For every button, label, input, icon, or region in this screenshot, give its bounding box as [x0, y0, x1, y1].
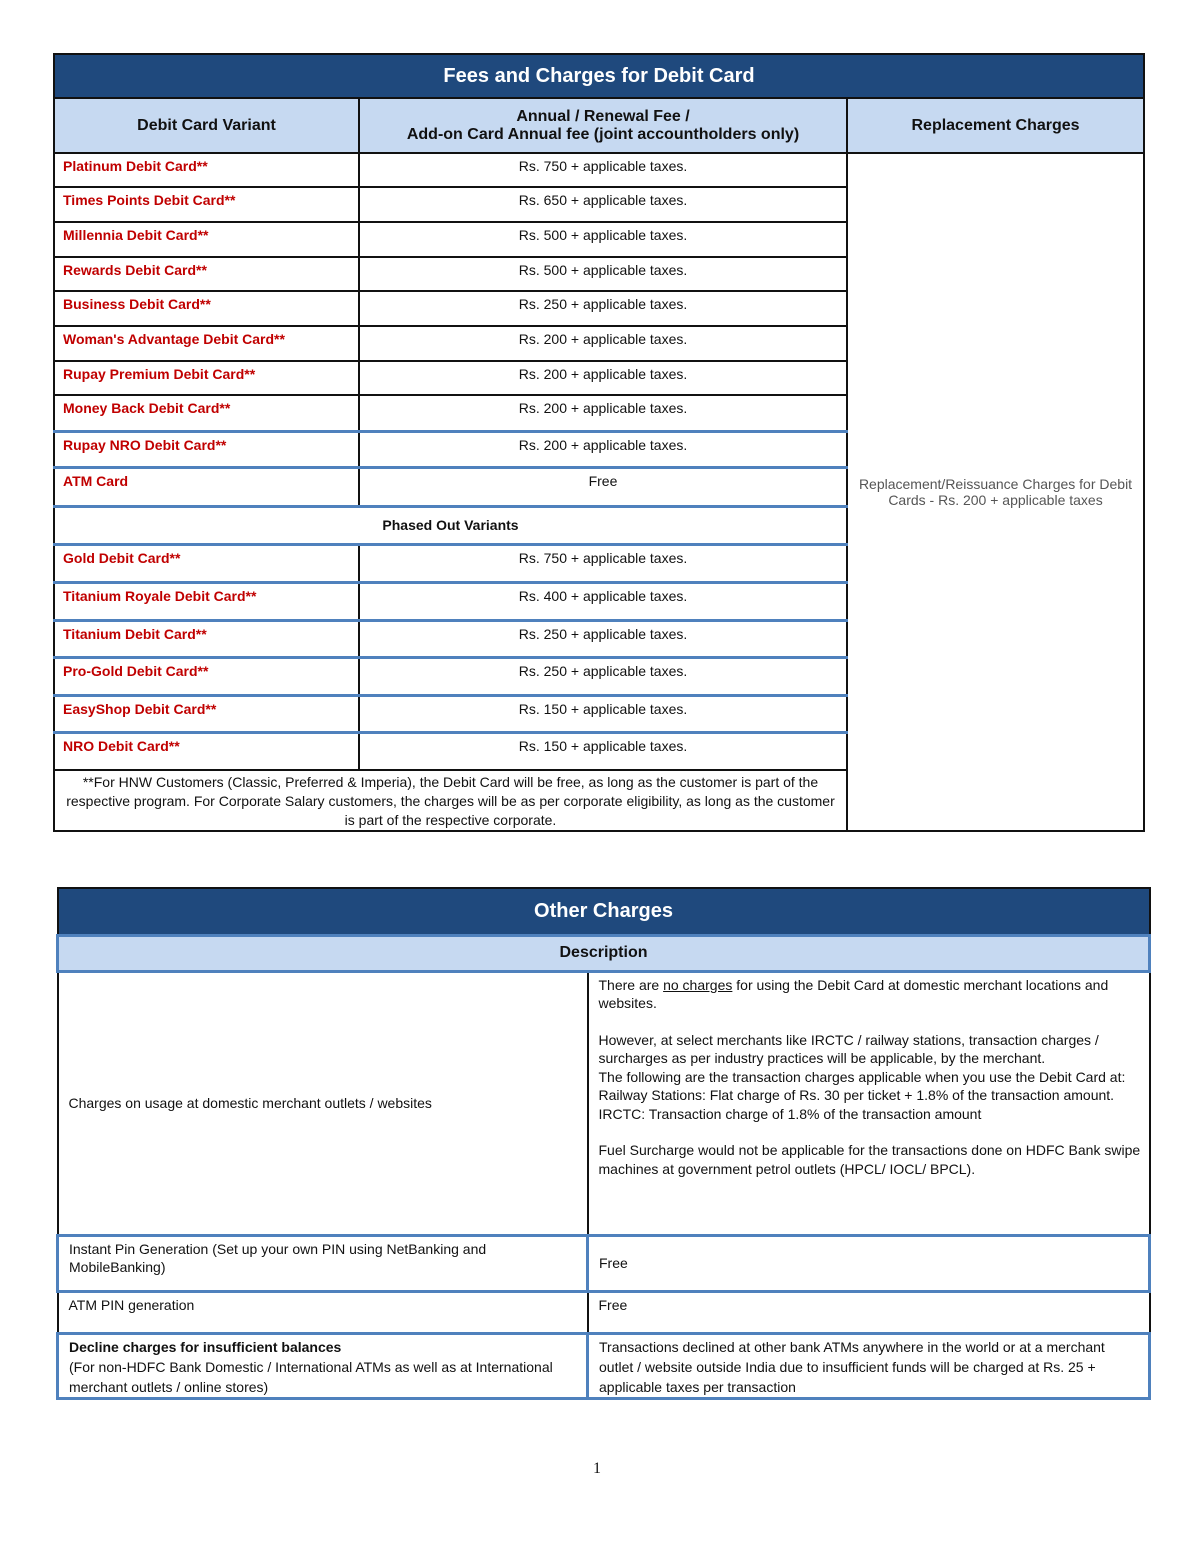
row-label: Instant Pin Generation (Set up your own PIN using NetBanking and MobileBanking) [58, 1235, 588, 1291]
variant-name: Business Debit Card** [54, 291, 359, 326]
no-charges-emphasis: no charges [663, 976, 733, 993]
annual-fee: Rs. 250 + applicable taxes. [359, 291, 847, 326]
annual-fee: Rs. 150 + applicable taxes. [359, 695, 847, 732]
table-row [58, 1333, 1150, 1398]
other-charges-table [56, 887, 1151, 1400]
annual-fee: Rs. 750 + applicable taxes. [359, 544, 847, 582]
table-row [58, 1291, 1150, 1333]
annual-fee: Rs. 150 + applicable taxes. [359, 732, 847, 770]
table-row [58, 1235, 1150, 1291]
row-label: ATM PIN generation [58, 1291, 588, 1333]
text: Railway Stations: Flat charge of Rs. 30 per ticket + 1.8% of the transaction amount. [598, 1087, 1115, 1103]
variant-name: Titanium Debit Card** [54, 620, 359, 657]
variant-name: Rupay Premium Debit Card** [54, 361, 359, 395]
annual-fee: Rs. 200 + applicable taxes. [359, 326, 847, 361]
annual-fee: Free [359, 467, 847, 506]
variant-name: Gold Debit Card** [54, 544, 359, 582]
text: Decline charges for insufficient balances [69, 1338, 342, 1355]
row-value: Transactions declined at other bank ATMs anywhere in the world or at a merchant outlet / website outside India due to insufficient funds will be charged at Rs. 25 + applicable taxes per transaction [588, 1333, 1150, 1398]
header-annual-fee [359, 98, 847, 153]
text: for using the Debit Card at domestic merchant locations and websites. [598, 976, 1109, 1011]
annual-fee: Rs. 500 + applicable taxes. [359, 257, 847, 291]
header-variant: Debit Card Variant [54, 98, 359, 153]
other-charges-title: Other Charges [58, 888, 1150, 935]
phased-out-label: Phased Out Variants [54, 506, 847, 544]
replacement-charges: Replacement/Reissuance Charges for Debit Cards - Rs. 200 + applicable taxes [847, 153, 1144, 831]
variant-name: Rupay NRO Debit Card** [54, 431, 359, 467]
annual-fee: Rs. 200 + applicable taxes. [359, 361, 847, 395]
annual-fee: Rs. 200 + applicable taxes. [359, 395, 847, 431]
row-label [58, 1333, 588, 1398]
row-label: Charges on usage at domestic merchant outlets / websites [58, 971, 588, 1235]
variant-name: Millennia Debit Card** [54, 222, 359, 257]
text: However, at select merchants like IRCTC / railway stations, transaction charges / surcharges as per industry practices will be applicable, by the merchant. [598, 1031, 1099, 1066]
text: (For non-HDFC Bank Domestic / International ATMs as well as at International merchant outlets / online stores) [69, 1358, 553, 1395]
annual-fee: Rs. 650 + applicable taxes. [359, 187, 847, 222]
table-row [54, 153, 1144, 187]
text: There are [598, 976, 664, 993]
row-value: Free [588, 1235, 1150, 1291]
variant-name: Pro-Gold Debit Card** [54, 657, 359, 695]
annual-fee: Rs. 500 + applicable taxes. [359, 222, 847, 257]
header-fee-line1: Annual / Renewal Fee / [516, 107, 690, 125]
description-header: Description [58, 935, 1150, 971]
variant-name: NRO Debit Card** [54, 732, 359, 770]
variant-name: ATM Card [54, 467, 359, 506]
text: IRCTC: Transaction charge of 1.8% of the transaction amount [598, 1105, 982, 1122]
row-value [588, 971, 1150, 1235]
header-replacement: Replacement Charges [847, 98, 1144, 153]
debit-card-fees-table [53, 53, 1145, 832]
variant-name: Platinum Debit Card** [54, 153, 359, 187]
variant-name: EasyShop Debit Card** [54, 695, 359, 732]
variant-name: Times Points Debit Card** [54, 187, 359, 222]
row-value: Free [588, 1291, 1150, 1333]
variant-name: Rewards Debit Card** [54, 257, 359, 291]
footnote: **For HNW Customers (Classic, Preferred & Imperia), the Debit Card will be free, as long as the customer is part of the respective program. For Corporate Salary customers, the charges will be as per corporate eligibility, as long as the customer is part of the respective corporate. [54, 770, 847, 831]
text: The following are the transaction charges applicable when you use the Debit Card at: [598, 1068, 1126, 1085]
table-row [58, 971, 1150, 1235]
variant-name: Money Back Debit Card** [54, 395, 359, 431]
header-fee-line2: Add-on Card Annual fee (joint accountholders only) [406, 125, 800, 143]
annual-fee: Rs. 250 + applicable taxes. [359, 620, 847, 657]
text: Fuel Surcharge would not be applicable for the transactions done on HDFC Bank swipe machines at government petrol outlets (HPCL/ IOCL/ BPCL). [598, 1142, 1141, 1177]
variant-name: Woman's Advantage Debit Card** [54, 326, 359, 361]
annual-fee: Rs. 750 + applicable taxes. [359, 153, 847, 187]
annual-fee: Rs. 200 + applicable taxes. [359, 431, 847, 467]
variant-name: Titanium Royale Debit Card** [54, 582, 359, 620]
annual-fee: Rs. 400 + applicable taxes. [359, 582, 847, 620]
annual-fee: Rs. 250 + applicable taxes. [359, 657, 847, 695]
page-number: 1 [593, 1460, 601, 1477]
fees-table-title: Fees and Charges for Debit Card [54, 54, 1144, 98]
